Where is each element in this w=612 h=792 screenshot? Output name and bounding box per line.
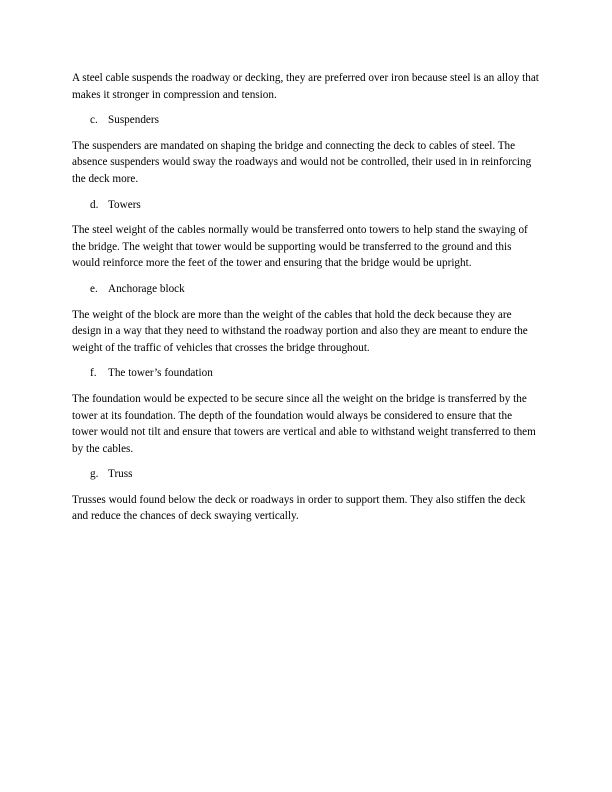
heading-anchorage-block bbox=[72, 281, 540, 298]
heading-text: Anchorage block bbox=[108, 282, 185, 295]
list-marker: g. bbox=[90, 468, 99, 481]
list-marker: d. bbox=[90, 198, 99, 211]
heading-towers bbox=[72, 197, 540, 214]
heading-text: Truss bbox=[108, 468, 133, 481]
paragraph-suspenders: The suspenders are mandated on shaping the bridge and connecting the deck to cables of steel. The absence suspenders would sway the roadways and would not be controlled, their used in in reinforcing the deck more. bbox=[72, 139, 532, 185]
paragraph-towers: The steel weight of the cables normally would be transferred onto towers to help stand the swaying of the bridge. The weight that tower would be supporting would be transferred to the ground and this would reinforce more the feet of the tower and ensuring that the bridge would be upright. bbox=[72, 224, 528, 270]
heading-text: Towers bbox=[108, 198, 141, 211]
paragraph-anchorage-block: The weight of the block are more than the weight of the cables that hold the deck because they are design in a way that they need to withstand the roadway portion and also they are meant to endure the weight of the traffic of vehicles that crosses the bridge throughout. bbox=[72, 308, 528, 354]
paragraph-tower-foundation: The foundation would be expected to be secure since all the weight on the bridge is transferred by the tower at its foundation. The depth of the foundation would always be considered to ensure that the tower would not tilt and ensure that towers are vertical and able to withstand weight transferred to them by the cables. bbox=[72, 392, 536, 455]
list-marker: f. bbox=[90, 367, 97, 380]
paragraph-truss: Trusses would found below the deck or roadways in order to support them. They also stiffen the deck and reduce the chances of deck swaying vertically. bbox=[72, 493, 526, 523]
list-marker: e. bbox=[90, 282, 98, 295]
heading-text: The tower’s foundation bbox=[108, 367, 213, 380]
list-marker: c. bbox=[90, 114, 98, 127]
heading-text: Suspenders bbox=[108, 114, 159, 127]
paragraph-steel-cable: A steel cable suspends the roadway or decking, they are preferred over iron because steel is an alloy that makes it stronger in compression and tension. bbox=[72, 72, 539, 101]
heading-tower-foundation bbox=[72, 365, 540, 382]
heading-truss bbox=[72, 466, 540, 483]
heading-suspenders bbox=[72, 112, 540, 129]
